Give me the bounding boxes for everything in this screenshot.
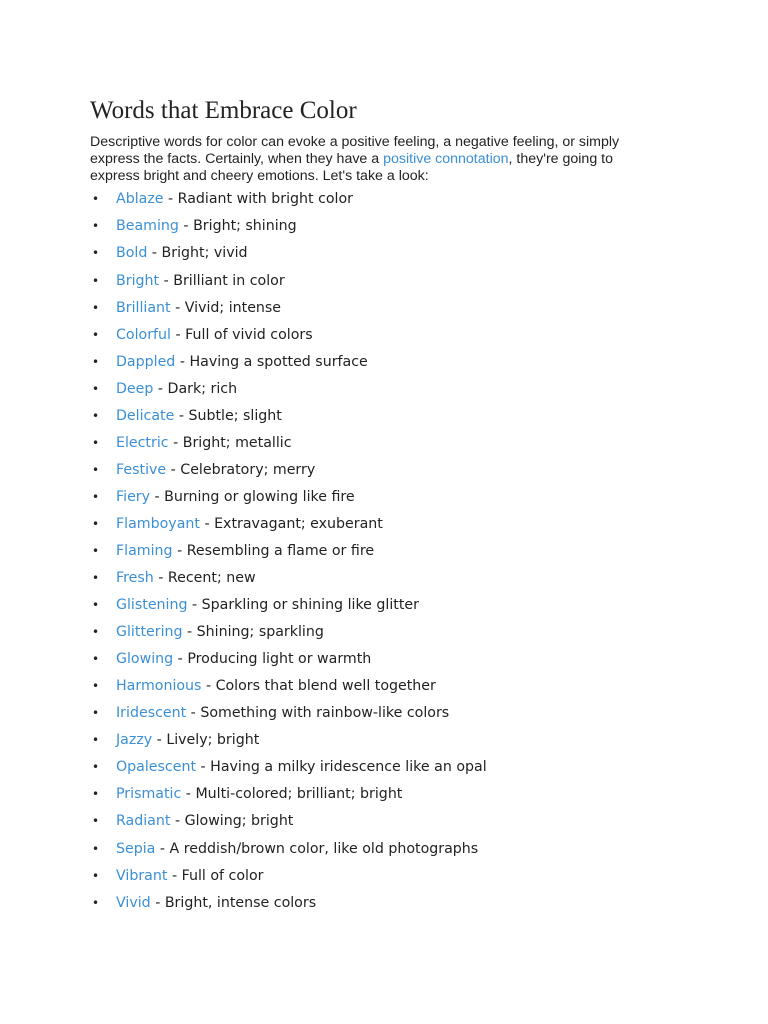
word-link[interactable]: Bold [116, 245, 148, 262]
list-item [90, 408, 650, 435]
word-definition: Full of color [181, 867, 264, 884]
word-definition: Bright, intense colors [164, 894, 317, 911]
list-item [90, 570, 650, 597]
bullet-icon: • [92, 760, 100, 775]
separator: - [181, 786, 196, 803]
list-item [90, 218, 650, 245]
separator: - [182, 624, 197, 641]
intro-text-before-link: Descriptive words for color can evoke a positive feeling, a negative feeling, or simply express the facts. Certainly, when they have a [90, 134, 620, 167]
separator: - [175, 353, 190, 370]
separator: - [166, 461, 181, 478]
list-item [90, 895, 650, 922]
separator: - [201, 678, 216, 695]
bullet-icon: • [92, 489, 100, 504]
word-definition: Brilliant in color [173, 272, 285, 289]
separator: - [147, 245, 162, 262]
separator: - [172, 543, 187, 559]
list-item [90, 300, 650, 327]
list-item [90, 597, 650, 624]
list-item [90, 786, 650, 813]
bullet-icon: • [92, 814, 100, 829]
word-definition: Multi-colored; brilliant; bright [195, 786, 403, 803]
word-link[interactable]: Prismatic [116, 786, 182, 803]
list-item [90, 651, 650, 678]
word-definition: Something with rainbow-like colors [200, 705, 450, 722]
bullet-icon: • [92, 787, 100, 802]
word-definition: Producing light or warmth [187, 651, 372, 668]
list-item [90, 435, 650, 462]
bullet-icon: • [92, 381, 100, 396]
word-definition: Resembling a flame or fire [186, 543, 375, 559]
bullet-icon: • [92, 246, 100, 261]
word-link[interactable]: Festive [116, 461, 167, 478]
list-item [90, 732, 650, 759]
list-item [90, 868, 650, 895]
word-link[interactable]: Colorful [116, 326, 171, 343]
separator: - [153, 380, 168, 397]
bullet-icon: • [92, 706, 100, 721]
word-definition: Vivid; intense [184, 299, 282, 316]
word-link[interactable]: Radiant [116, 813, 171, 830]
word-definition: Radiant with bright color [177, 191, 354, 208]
list-item [90, 462, 650, 489]
word-link[interactable]: Glistening [116, 597, 188, 614]
bullet-icon: • [92, 219, 100, 234]
positive-connotation-link[interactable]: positive connotation [383, 150, 509, 167]
bullet-icon: • [92, 733, 100, 748]
list-item [90, 813, 650, 840]
word-definition: Dark; rich [167, 380, 238, 397]
word-link[interactable]: Dappled [116, 353, 176, 370]
word-definition: Recent; new [167, 570, 256, 587]
word-link[interactable]: Electric [116, 434, 169, 451]
word-definition: Having a milky iridescence like an opal [210, 759, 487, 776]
list-item [90, 191, 650, 218]
bullet-icon: • [92, 544, 100, 558]
separator: - [155, 840, 170, 857]
bullet-icon: • [92, 516, 100, 531]
word-definition: Having a spotted surface [189, 353, 368, 370]
word-link[interactable]: Jazzy [116, 732, 153, 749]
word-definition: Sparkling or shining like glitter [201, 597, 419, 614]
page-title: Words that Embrace Color [90, 97, 357, 124]
separator: - [152, 732, 167, 749]
separator: - [196, 759, 211, 776]
word-definition: Shining; sparkling [196, 624, 324, 641]
separator: - [170, 299, 185, 316]
bullet-icon: • [92, 462, 100, 477]
list-item [90, 543, 650, 570]
separator: - [150, 488, 165, 505]
separator: - [153, 570, 168, 587]
separator: - [150, 894, 165, 911]
bullet-icon: • [92, 679, 100, 694]
bullet-icon: • [92, 192, 100, 207]
separator: - [170, 326, 186, 343]
bullet-icon: • [92, 598, 100, 613]
word-link[interactable]: Harmonious [116, 678, 202, 695]
word-link[interactable]: Sepia [116, 840, 156, 857]
word-link[interactable]: Opalescent [116, 759, 197, 776]
bullet-icon: • [92, 841, 100, 856]
bullet-icon: • [92, 354, 100, 369]
word-link[interactable]: Ablaze [116, 191, 164, 208]
list-item [90, 705, 650, 732]
separator: - [163, 191, 178, 208]
word-definition: Full of vivid colors [185, 326, 313, 343]
list-item [90, 489, 650, 516]
list-item [90, 678, 650, 705]
intro-paragraph [90, 134, 650, 184]
list-item [90, 354, 650, 381]
separator: - [159, 272, 174, 289]
word-link[interactable]: Delicate [116, 407, 175, 424]
bullet-icon: • [92, 652, 100, 667]
bullet-icon: • [92, 435, 100, 450]
separator: - [168, 434, 183, 451]
bullet-icon: • [92, 571, 100, 586]
word-link[interactable]: Brilliant [116, 299, 171, 316]
word-link[interactable]: Glowing [116, 651, 174, 668]
word-definition: Glowing; bright [184, 813, 294, 830]
word-link[interactable]: Fiery [116, 488, 151, 505]
list-item [90, 245, 650, 272]
list-item [90, 381, 650, 408]
word-link[interactable]: Flaming [116, 543, 173, 559]
separator: - [186, 705, 201, 722]
bullet-icon: • [92, 408, 100, 423]
word-definition: Burning or glowing like fire [164, 488, 355, 505]
list-item [90, 624, 650, 651]
word-link[interactable]: Flamboyant [116, 515, 200, 532]
word-link[interactable]: Deep [116, 380, 154, 397]
list-item [90, 273, 650, 300]
word-link[interactable]: Vivid [116, 894, 151, 911]
separator: - [199, 515, 215, 532]
word-definition: Celebratory; merry [180, 461, 316, 478]
list-item [90, 516, 650, 543]
list-item [90, 759, 650, 786]
word-definition: Bright; shining [193, 218, 297, 235]
word-definition: Bright; metallic [182, 434, 292, 451]
word-link[interactable]: Vibrant [116, 867, 168, 884]
list-item [90, 841, 650, 868]
bullet-icon: • [92, 300, 100, 315]
separator: - [178, 218, 194, 235]
separator: - [173, 651, 188, 668]
word-link[interactable]: Glittering [116, 624, 183, 641]
bullet-icon: • [92, 327, 100, 342]
separator: - [174, 407, 189, 424]
word-link[interactable]: Iridescent [116, 705, 187, 722]
separator: - [167, 867, 182, 884]
word-link[interactable]: Bright [116, 272, 160, 289]
word-definition: A reddish/brown color, like old photographs [169, 840, 479, 857]
document-page [90, 96, 650, 922]
word-link[interactable]: Fresh [116, 570, 154, 587]
bullet-icon: • [92, 625, 100, 640]
bullet-icon: • [92, 895, 100, 910]
separator: - [187, 597, 202, 614]
word-definition: Colors that blend well together [215, 678, 436, 695]
word-definition: Extravagant; exuberant [214, 515, 383, 532]
intro-text-after-link: , they're going to express bright and cheery emotions. Let's take a look: [90, 150, 613, 184]
word-definition: Bright; vivid [161, 245, 248, 262]
word-link[interactable]: Beaming [116, 218, 179, 235]
word-definition: Lively; bright [166, 732, 260, 749]
color-words-list [90, 191, 650, 921]
bullet-icon: • [92, 868, 100, 883]
word-definition: Subtle; slight [188, 407, 282, 424]
list-item [90, 327, 650, 354]
separator: - [170, 813, 185, 830]
bullet-icon: • [92, 273, 100, 288]
